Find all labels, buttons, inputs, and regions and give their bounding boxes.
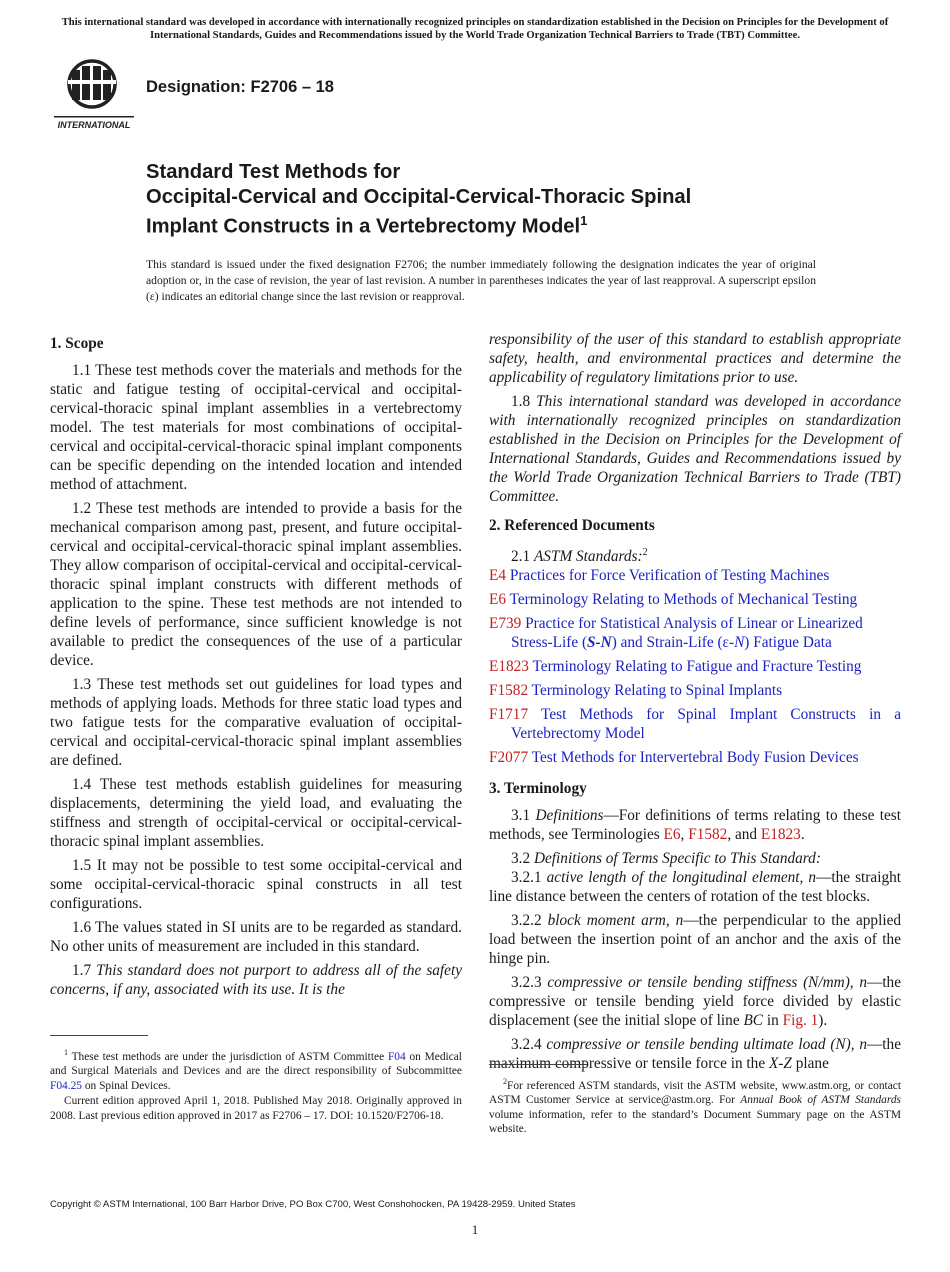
- reference-code-link[interactable]: E6: [489, 591, 506, 609]
- reference-title-link[interactable]: Practices for Force Verification of Testing Machines: [509, 567, 830, 585]
- reference-title-link[interactable]: Test Methods for Spinal Implant Constructs in a Vertebrectomy Model: [511, 706, 901, 743]
- para-3-2-4: [489, 1035, 901, 1073]
- footnote-rule-right: [489, 1064, 587, 1065]
- reference-title-link[interactable]: Terminology Relating to Fatigue and Fracture Testing: [532, 658, 862, 676]
- reference-item: [489, 657, 901, 676]
- title-line-2: Occipital-Cervical and Occipital-Cervical-Thoracic Spinal: [146, 185, 692, 208]
- para-3-1-and: , and: [727, 826, 758, 844]
- para-3-2-4-text: —the maximum compressive or tensile force in the: [489, 1036, 901, 1073]
- para-3-2-3-text: —the compressive or tensile bending yield force divided by elastic displacement (see the initial slope of line: [489, 974, 902, 1030]
- reference-item: [489, 566, 901, 585]
- para-1-7: [50, 961, 462, 999]
- tbt-notice: This international standard was developed in accordance with internationally recognized principles on standardization established in the Decision on Principles for the Development of International Standards, Guides and Recommendations issued by the World Trade Organization Technical Barriers to Trade (TBT) Committee.: [61, 17, 889, 41]
- reference-code-link[interactable]: F1582: [489, 682, 529, 700]
- para-3-2-3-term: compressive or tensile bending stiffness (N/mm), n: [547, 974, 868, 992]
- para-3-1-text: —For definitions of terms relating to these test methods, see Terminologies: [489, 807, 901, 844]
- reference-code-link[interactable]: E4: [489, 567, 506, 585]
- footnote-2-text-a: For referenced ASTM standards, visit the ASTM website, www.astm.org, or contact ASTM Customer Service at service@astm.org. For: [489, 1079, 901, 1107]
- para-1-7-cont-text: responsibility of the user of this standard to establish appropriate safety, health, and environmental practices and determine the applicability of regulatory limitations prior to use.: [489, 331, 901, 386]
- para-3-2-4-term: compressive or tensile bending ultimate load (N), n: [546, 1036, 867, 1054]
- para-1-3: 1.3 These test methods set out guidelines for load types and methods of applying loads. Methods for three static load types and two fatigue tests for the comparative evaluation of occipital-cervical and occipital-cervical-thoracic spinal implant assemblies are defined.: [50, 676, 462, 769]
- astm-standards-num: 2.1: [511, 548, 531, 566]
- e739-text-b: ) and Strain-Life (ε-: [611, 634, 735, 652]
- committee-f04-link[interactable]: F04: [387, 1050, 406, 1063]
- astm-logo: [52, 56, 136, 132]
- para-3-2-3: [489, 973, 901, 1030]
- para-3-2-4-xz: X-Z: [768, 1055, 792, 1073]
- para-3-2-3-num: 3.2.3: [511, 974, 542, 992]
- scope-heading: 1. Scope: [50, 335, 104, 352]
- ref-f1582-link[interactable]: F1582: [688, 826, 728, 844]
- reference-item: [489, 705, 901, 743]
- para-3-2-1: [489, 868, 901, 906]
- para-3-2-2-num: 3.2.2: [511, 912, 542, 930]
- para-3-2-2-text: —the perpendicular to the applied load between the insertion point of an anchor and the axis of the hinge pin.: [489, 912, 902, 968]
- footnote-2-text-b: volume information, refer to the standard’s Document Summary page on the ASTM website.: [489, 1108, 901, 1136]
- reference-title-link[interactable]: Terminology Relating to Methods of Mechanical Testing: [509, 591, 858, 609]
- footnote-1-text-c: on Spinal Devices.: [84, 1079, 171, 1092]
- para-3-2-num: 3.2: [511, 850, 531, 868]
- ref-e1823-link[interactable]: E1823: [760, 826, 801, 844]
- referenced-heading: 2. Referenced Documents: [489, 517, 655, 534]
- para-3-2-1-num: 3.2.1: [511, 869, 542, 887]
- para-3-2-1-text: —the straight line distance between the centers of rotation of the test blocks.: [489, 869, 901, 906]
- left-column: [50, 330, 462, 1004]
- para-1-8-text: This international standard was developed in accordance with internationally recognized principles on standardization established in the Decision on Principles for the Development of International Standards, Guides and Recommendations issued by the World Trade Organization Technical Barriers to Trade (TBT) Committee.: [489, 393, 901, 505]
- reference-item: [489, 614, 901, 652]
- para-3-2-2-term: block moment arm, n: [547, 912, 684, 930]
- logo-wordmark: INTERNATIONAL: [57, 120, 131, 130]
- right-column: [489, 330, 901, 1078]
- astm-standards-label: [489, 543, 901, 566]
- para-1-7-continued: [489, 330, 901, 387]
- ref-e6-link[interactable]: E6: [663, 826, 681, 844]
- footnote-2-italic: Annual Book of ASTM Standards: [740, 1094, 901, 1107]
- footnote-1-edition: Current edition approved April 1, 2018. Published May 2018. Originally approved in 2008. Last previous edition approved in 2017 as F2706 – 17. DOI: 10.1520/F2706-18.: [50, 1095, 462, 1122]
- footnote-2: [489, 1075, 901, 1138]
- reference-code-link[interactable]: E1823: [489, 658, 529, 676]
- para-3-1-num: 3.1: [511, 807, 531, 825]
- reference-code-link[interactable]: F2077: [489, 749, 529, 767]
- para-3-2-4-end: plane: [795, 1055, 829, 1073]
- para-3-2-4-num: 3.2.4: [511, 1036, 542, 1054]
- para-1-8-num: 1.8: [511, 393, 531, 410]
- title-footnote-ref[interactable]: 1: [580, 213, 588, 228]
- page-number: 1: [471, 1222, 479, 1237]
- para-1-2: 1.2 These test methods are intended to provide a basis for the mechanical comparison among past, present, and future occipital-cervical and occipital-cervical-thoracic spinal implant assemblies. They allow comparison of occipital-cervical and occipital-cervical-thoracic spinal implant constructs with different methods of application to the spine. These test methods are not intended to define levels of performance, since sufficient knowledge is not available to predict the consequences of the use of a particular device.: [50, 500, 462, 669]
- e739-n: N: [734, 634, 745, 652]
- para-1-7-text: This standard does not purport to address all of the safety concerns, if any, associated with its use. It is the: [50, 962, 463, 998]
- subcommittee-f0425-link[interactable]: F04.25: [50, 1079, 82, 1092]
- reference-item: [489, 681, 901, 700]
- para-1-4: 1.4 These test methods establish guidelines for measuring displacements, determining the yield load, and evaluating the stiffness and strength of occipital-cervical or occipital-cervical-thoracic spinal implant assemblies.: [50, 776, 462, 850]
- footnote-rule-left: [50, 1035, 148, 1036]
- reference-title-link[interactable]: Test Methods for Intervertebral Body Fusion Devices: [531, 749, 859, 767]
- para-3-1-label: Definitions: [535, 807, 604, 825]
- para-1-5: 1.5 It may not be possible to test some occipital-cervical and some occipital-cervical-thoracic spinal constructs in all test configurations.: [50, 857, 462, 912]
- para-1-7-num: 1.7: [72, 962, 92, 979]
- reference-code-link[interactable]: E739: [489, 615, 522, 633]
- footnote-1-text-a: These test methods are under the jurisdiction of ASTM Committee: [71, 1050, 385, 1063]
- document-title: [146, 160, 866, 239]
- footnote-2-text: [489, 1075, 901, 1137]
- reference-code-link[interactable]: F1717: [489, 706, 529, 724]
- footnote-1: [50, 1046, 462, 1124]
- astm-standards-footnote-ref[interactable]: 2: [642, 547, 648, 558]
- footnote-1-jurisdiction: [50, 1046, 462, 1093]
- issued-note: This standard is issued under the fixed designation F2706; the number immediately following the designation indicates the year of original adoption or, in the case of revision, the year of last revision. A number in parentheses indicates the year of last reapproval. A superscript epsilon (ε) indicates an editorial change since the last revision or reapproval.: [146, 258, 816, 303]
- astm-standards-text: ASTM Standards:: [533, 548, 643, 566]
- designation: Designation: F2706 – 18: [146, 78, 334, 96]
- para-3-2-2: [489, 911, 901, 968]
- reference-title-link[interactable]: [511, 615, 863, 651]
- fig-1-link[interactable]: Fig. 1: [782, 1012, 819, 1030]
- astm-logo-icon: [52, 56, 136, 132]
- footnote-1-text-b: on Medical and Surgical Materials and Devices and are the direct responsibility of Subcommittee: [50, 1050, 462, 1078]
- para-3-2-label: Definitions of Terms Specific to This Standard:: [533, 850, 821, 868]
- para-1-8: [489, 392, 901, 506]
- copyright-line: Copyright © ASTM International, 100 Barr Harbor Drive, PO Box C700, West Conshohocken, PA 19428-2959. United States: [50, 1199, 576, 1210]
- para-3-2-3-end: ).: [818, 1012, 828, 1030]
- reference-title-link[interactable]: Terminology Relating to Spinal Implants: [531, 682, 783, 700]
- para-3-2: [489, 849, 901, 868]
- footnote-2-marker: 2: [503, 1077, 507, 1086]
- para-3-2-1-term: active length of the longitudinal element, n: [546, 869, 817, 887]
- para-3-2-3-bc: BC: [743, 1012, 763, 1030]
- title-line-1: Standard Test Methods for: [146, 161, 401, 183]
- reference-item: [489, 590, 901, 609]
- terminology-heading: 3. Terminology: [489, 780, 587, 798]
- footnote-1-marker: 1: [64, 1048, 68, 1057]
- para-1-6: 1.6 The values stated in SI units are to be regarded as standard. No other units of measurement are included in this standard.: [50, 919, 462, 955]
- title-line-3: Implant Constructs in a Vertebrectomy Model: [146, 215, 581, 238]
- e739-text-a: Practice for Statistical Analysis of Linear or Linearized Stress-Life (: [511, 615, 863, 652]
- para-1-1: 1.1 These test methods cover the materials and methods for the static and fatigue testing of occipital-cervical and occipital-cervical-thoracic spinal implant assemblies in a vertebrectomy model. The test materials for most combinations of occipital-cervical and occipital-cervical-thoracic spinal implant components can be specific depending on the intended location and intended method of attachment.: [50, 362, 462, 493]
- e739-sn: S-N: [587, 634, 612, 652]
- para-3-2-3-in: in: [766, 1012, 779, 1030]
- e739-text-c: ) Fatigue Data: [744, 634, 832, 652]
- reference-item: [489, 748, 901, 767]
- para-3-1: 3.1 Definitions—For definitions of terms relating to these test methods, see Terminologies E6, F1582, and E1823.: [489, 807, 901, 844]
